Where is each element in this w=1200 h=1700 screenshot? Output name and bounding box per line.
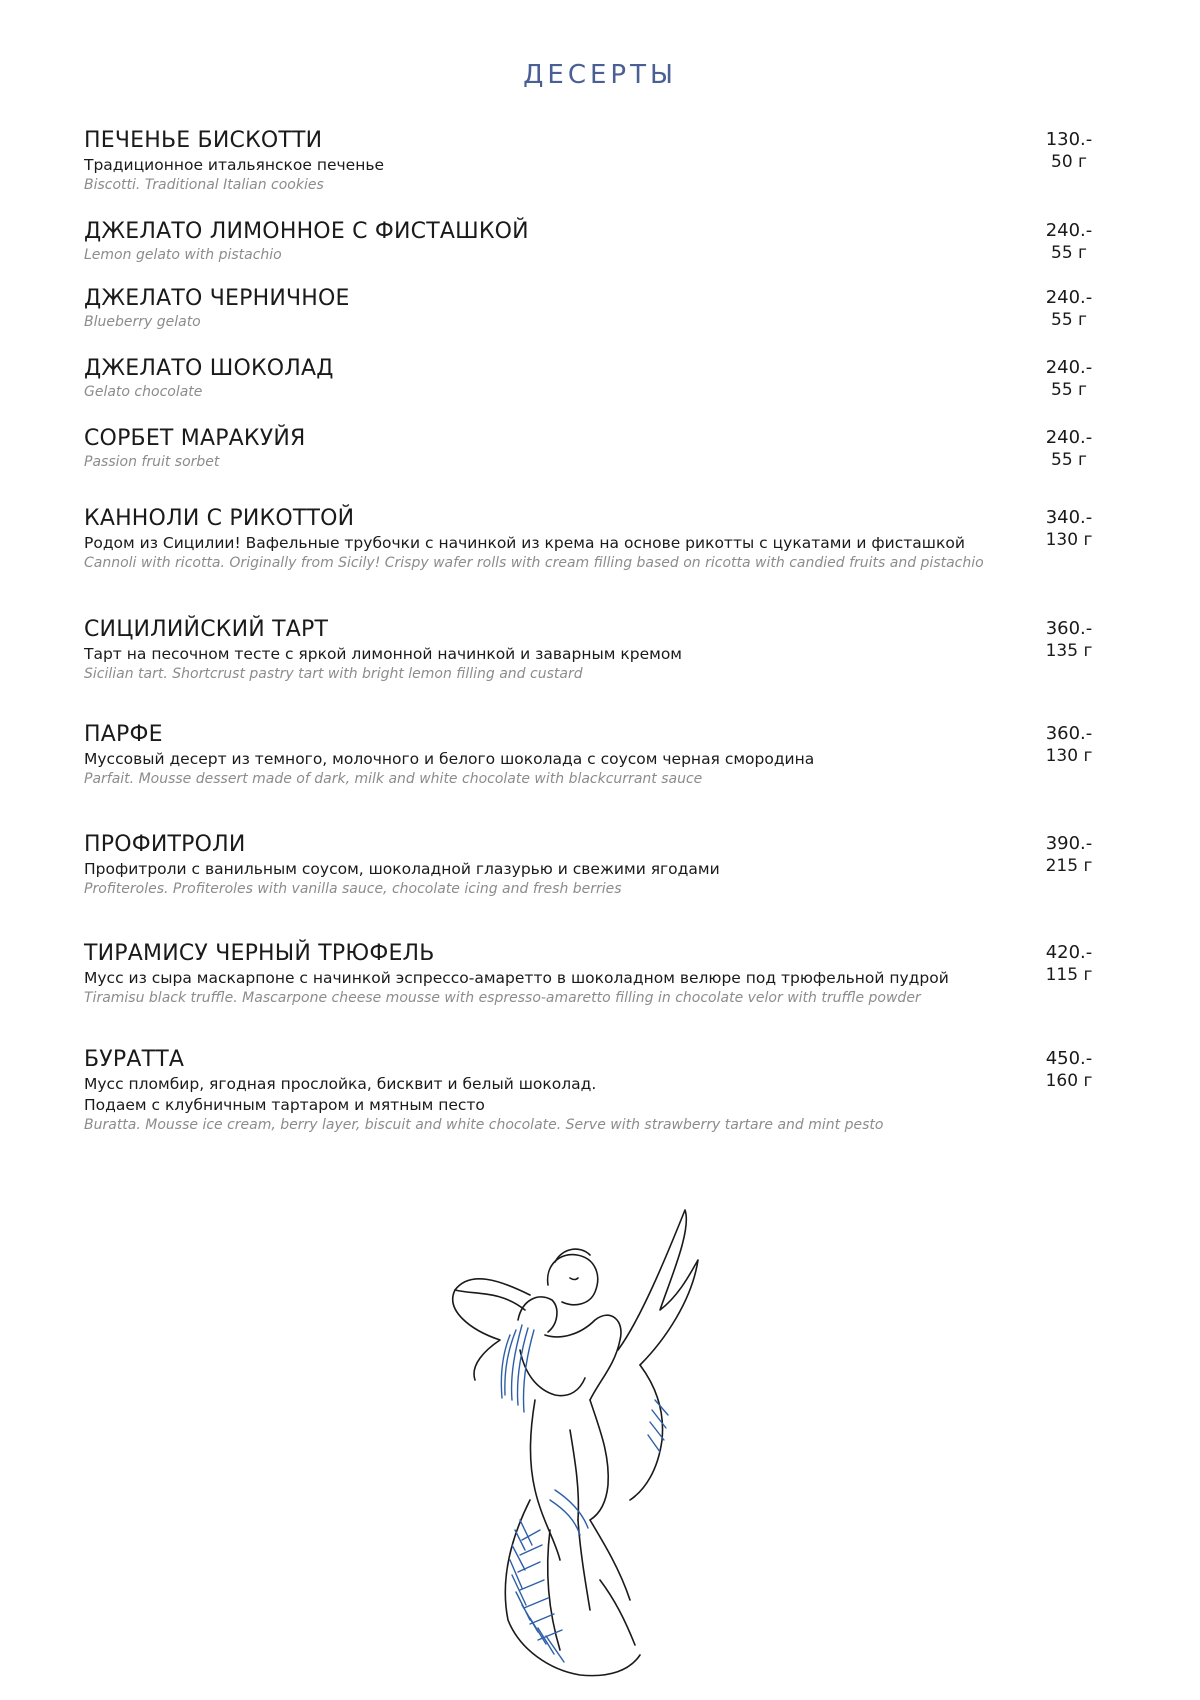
item-description: Профитроли с ванильным соусом, шоколадной глазурью и свежими ягодами [84,860,720,878]
item-price: 360.- [1045,618,1093,639]
item-price-block [1034,506,1104,552]
item-english: Biscotti. Traditional Italian cookies [84,177,324,193]
item-english: Profiteroles. Profiteroles with vanilla sauce, chocolate icing and fresh berries [84,881,622,897]
item-english: Gelato chocolate [84,384,203,400]
item-description: Тарт на песочном тесте с яркой лимонной начинкой и заварным кремом [84,645,682,663]
item-english: Sicilian tart. Shortcrust pastry tart with bright lemon filling and custard [84,666,583,682]
item-name: ТИРАМИСУ ЧЕРНЫЙ ТРЮФЕЛЬ [84,941,435,966]
menu-item [84,617,1124,684]
item-english: Passion fruit sorbet [84,454,220,470]
item-price: 240.- [1045,220,1093,241]
item-name: ДЖЕЛАТО ЛИМОННОЕ С ФИСТАШКОЙ [84,219,529,244]
page-title: ДЕСЕРТЫ [523,60,677,90]
item-price-block [1034,286,1104,332]
item-english: Tiramisu black truffle. Mascarpone cheese mousse with espresso-amaretto filling in chocolate velor with truffle powder [84,990,921,1006]
item-price-block [1034,722,1104,768]
item-price: 390.- [1045,833,1093,854]
menu-item [84,128,1124,195]
item-price: 420.- [1045,942,1093,963]
menu-item [84,219,1124,265]
item-price: 130.- [1045,129,1093,150]
menu-item [84,832,1124,899]
menu-item [84,722,1124,789]
item-weight: 55 г [1051,243,1087,263]
item-price-block [1034,832,1104,878]
item-description: Муссовый десерт из темного, молочного и белого шоколада с соусом черная смородина [84,750,815,768]
item-price-block [1034,617,1104,663]
item-name: БУРАТТА [84,1047,185,1072]
item-name: ПРОФИТРОЛИ [84,832,246,857]
item-price-block [1034,1047,1104,1093]
item-price: 240.- [1045,427,1093,448]
item-price: 450.- [1045,1048,1093,1069]
item-english: Cannoli with ricotta. Originally from Sicily! Crispy wafer rolls with cream filling based on ricotta with candied fruits and pistachio [84,555,984,571]
item-weight: 55 г [1051,450,1087,470]
item-name: ДЖЕЛАТО ЧЕРНИЧНОЕ [84,286,350,311]
item-description: Мусс из сыра маскарпоне с начинкой эспрессо-амаретто в шоколадном велюре под трюфельной пудрой [84,969,949,987]
item-weight: 215 г [1045,856,1093,876]
item-name: ПЕЧЕНЬЕ БИСКОТТИ [84,128,323,153]
item-weight: 55 г [1051,310,1087,330]
menu-item [84,506,1124,573]
menu-item [84,941,1124,1008]
item-name: СОРБЕТ МАРАКУЙЯ [84,426,306,451]
item-weight: 50 г [1051,152,1087,172]
item-price-block [1034,219,1104,265]
item-price: 360.- [1045,723,1093,744]
item-price-block [1034,128,1104,174]
item-name: КАННОЛИ С РИКОТТОЙ [84,506,355,531]
item-name: ПАРФЕ [84,722,163,747]
item-description: Родом из Сицилии! Вафельные трубочки с начинкой из крема на основе рикотты с цукатами и фисташкой [84,534,965,552]
item-price: 340.- [1045,507,1093,528]
item-price-block [1034,356,1104,402]
menu-item [84,426,1124,472]
menu-item [84,356,1124,402]
item-weight: 135 г [1045,641,1093,661]
item-english: Buratta. Mousse ice cream, berry layer, biscuit and white chocolate. Serve with strawberry tartare and mint pesto [84,1117,884,1133]
item-price: 240.- [1045,287,1093,308]
item-weight: 130 г [1045,746,1093,766]
item-description-line2: Подаем с клубничным тартаром и мятным песто [84,1096,485,1114]
item-english: Lemon gelato with pistachio [84,247,282,263]
item-english: Parfait. Mousse dessert made of dark, milk and white chocolate with blackcurrant sauce [84,771,703,787]
menu-item [84,1047,1124,1135]
item-name: СИЦИЛИЙСКИЙ ТАРТ [84,617,329,642]
item-name: ДЖЕЛАТО ШОКОЛАД [84,356,334,381]
cupid-and-psyche-sketch-icon [430,1200,710,1680]
item-price-block [1034,941,1104,987]
item-price: 240.- [1045,357,1093,378]
menu-item [84,286,1124,332]
item-description: Традиционное итальянское печенье [84,156,385,174]
item-weight: 115 г [1045,965,1093,985]
item-weight: 55 г [1051,380,1087,400]
item-price-block [1034,426,1104,472]
item-english: Blueberry gelato [84,314,201,330]
item-description: Мусс пломбир, ягодная прослойка, бисквит и белый шоколад. [84,1075,597,1093]
item-weight: 160 г [1045,1071,1093,1091]
item-weight: 130 г [1045,530,1093,550]
